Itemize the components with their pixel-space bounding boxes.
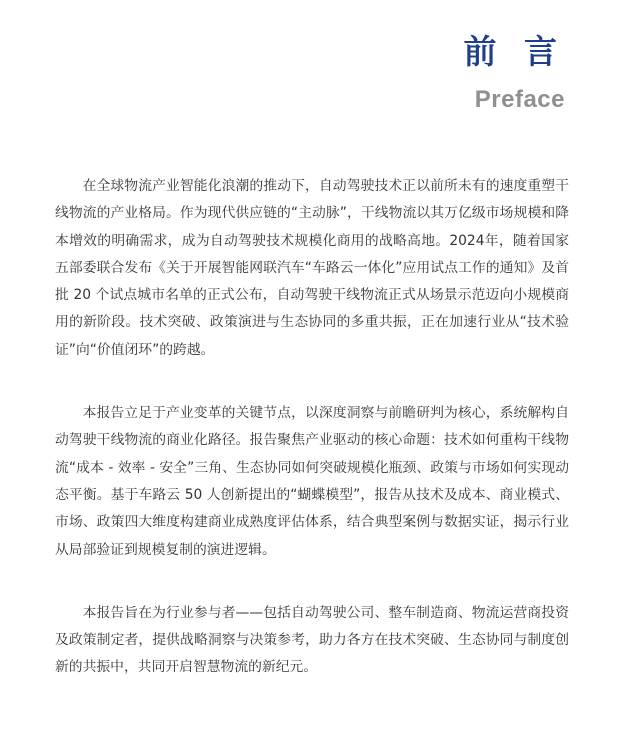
page-title: 前 言 [463,32,565,71]
paragraph-report-purpose: 本报告旨在为行业参与者——包括自动驾驶公司、整车制造商、物流运营商投资及政策制定者，提供战略洞察与决策参考，助力各方在技术突破、生态协同与制度创新的共振中，共同开启智慧物流的新纪元。 [55,604,569,676]
paragraph-report-focus: 本报告立足于产业变革的关键节点，以深度洞察与前瞻研判为核心，系统解构自动驾驶干线物流的商业化路径。报告聚焦产业驱动的核心命题：技术如何重构干线物流“成本 - 效率 - 安全”三角、生态协同如何突破规模化瓶颈、政策与市场如何实现动态平衡。基于车路云 50 人创新提出的“蝴蝶模型”，报告从技术及成本、商业模式、市场、政策四大维度构建商业成熟度评估体系，结合典型案例与数据实证，揭示行业从局部验证到规模复制的演进逻辑。 [55,405,569,558]
paragraph-intro: 在全球物流产业智能化浪潮的推动下，自动驾驶技术正以前所未有的速度重塑干线物流的产业格局。作为现代供应链的“主动脉”，干线物流以其万亿级市场规模和降本增效的明确需求，成为自动驾驶技术规模化商用的战略高地。2024年，随着国家五部委联合发布《关于开展智能网联汽车“车路云一体化”应用试点工作的通知》及首批 20 个试点城市名单的正式公布，自动驾驶干线物流正式从场景示范迈向小规模商用的新阶段。技术突破、政策演进与生态协同的多重共振，正在加速行业从“技术验证”向“价值闭环”的跨越。 [55,178,569,358]
page-subtitle-english: Preface [474,86,565,113]
preface-body [55,173,569,718]
